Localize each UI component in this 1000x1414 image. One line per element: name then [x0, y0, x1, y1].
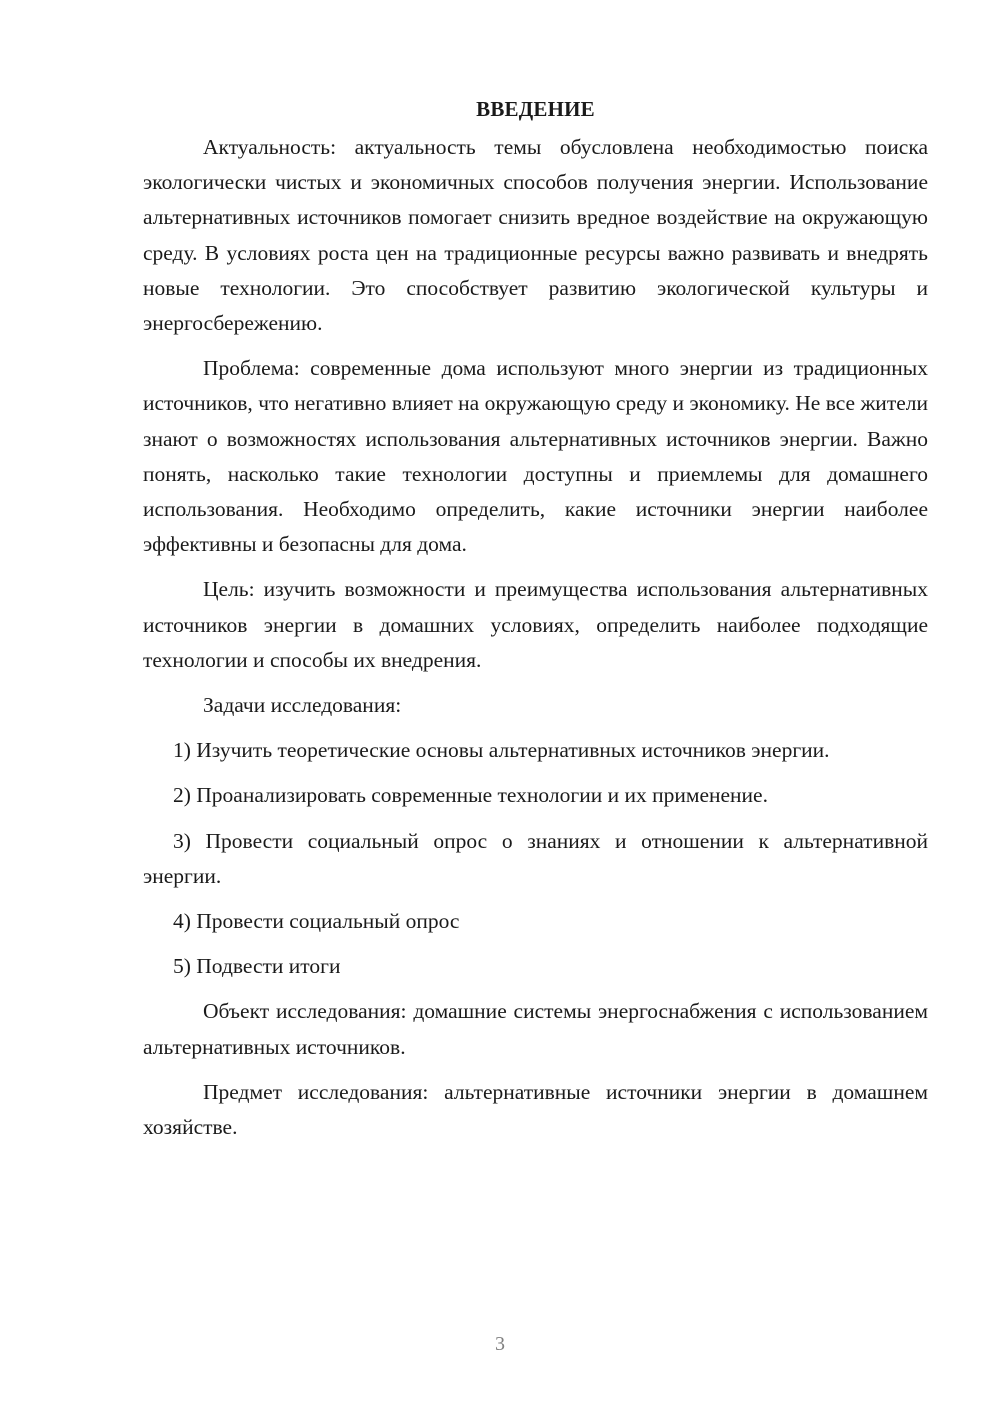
task-item: 1) Изучить теоретические основы альтернативных источников энергии.	[173, 738, 830, 763]
subject-paragraph: Предмет исследования: альтернативные источники энергии в домашнем хозяйстве.	[143, 1079, 928, 1140]
relevance-paragraph: Актуальность: актуальность темы обусловлена необходимостью поиска экологически чистых и экономичных способов получения энергии. Использование альтернативных источников помогает снизить вредное воздействие на окружающую среду. В условиях роста цен на традиционные ресурсы важно развивать и внедрять новые технологии. Это способствует развитию экологической культуры и энергосбережению.	[143, 135, 928, 336]
document-page	[143, 92, 928, 1155]
problem-paragraph: Проблема: современные дома используют много энергии из традиционных источников, что негативно влияет на окружающую среду и экономику. Не все жители знают о возможностях использования альтернативных источников энергии. Важно понять, насколько такие технологии доступны и приемлемы для домашнего использования. Необходимо определить, какие источники энергии наиболее эффективны и безопасны для дома.	[143, 356, 928, 557]
task-item: 3) Провести социальный опрос о знаниях и отношении к альтернативной энергии.	[143, 828, 928, 888]
object-paragraph: Объект исследования: домашние системы энергоснабжения с использованием альтернативных источников.	[143, 999, 928, 1059]
page-title: ВВЕДЕНИЕ	[476, 97, 595, 121]
page-number: 3	[495, 1333, 505, 1355]
tasks-list	[143, 733, 928, 984]
task-item: 2) Проанализировать современные технологии и их применение.	[173, 783, 768, 808]
task-item: 4) Провести социальный опрос	[173, 909, 460, 934]
tasks-heading: Задачи исследования:	[203, 693, 402, 718]
goal-paragraph: Цель: изучить возможности и преимущества использования альтернативных источников энергии в домашних условиях, определить наиболее подходящие технологии и способы их внедрения.	[143, 577, 928, 672]
task-item: 5) Подвести итоги	[173, 954, 341, 979]
